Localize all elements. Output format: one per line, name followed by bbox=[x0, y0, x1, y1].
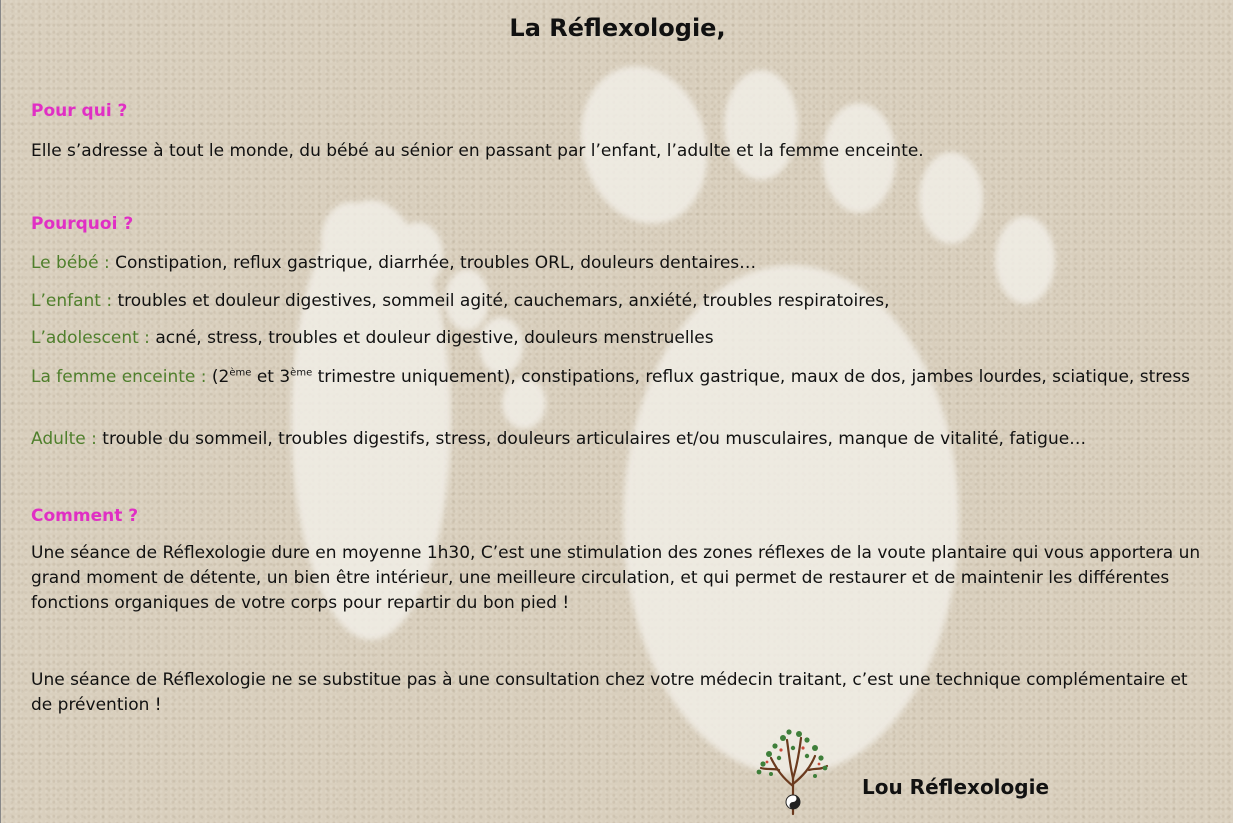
section-heading-comment: Comment ? bbox=[31, 506, 139, 526]
item-adolescent-label: L’adolescent : bbox=[31, 328, 150, 348]
item-enfant-label: L’enfant : bbox=[31, 291, 113, 311]
item-adolescent-text: acné, stress, troubles et douleur digestive, douleurs menstruelles bbox=[155, 328, 714, 348]
item-femme-enceinte-sup-2: ème bbox=[290, 367, 313, 379]
item-bebe-text: Constipation, reflux gastrique, diarrhée, troubles ORL, douleurs dentaires… bbox=[115, 253, 757, 273]
section-heading-pour-qui: Pour qui ? bbox=[31, 101, 128, 121]
item-adulte-text: trouble du sommeil, troubles digestifs, stress, douleurs articulaires et/ou musculaires, manque de vitalité, fatigue… bbox=[102, 429, 1087, 449]
item-femme-enceinte bbox=[31, 365, 1211, 390]
section-heading-pourquoi: Pourquoi ? bbox=[31, 214, 134, 234]
pour-qui-text: Elle s’adresse à tout le monde, du bébé au sénior en passant par l’enfant, l’adulte et la femme enceinte. bbox=[31, 141, 924, 161]
tree-yin-yang-icon bbox=[753, 726, 833, 818]
item-femme-enceinte-label: La femme enceinte : bbox=[31, 367, 207, 387]
item-enfant-text: troubles et douleur digestives, sommeil agité, cauchemars, anxiété, troubles respiratoires, bbox=[117, 291, 890, 311]
document-body bbox=[1, 0, 1233, 823]
signature: Lou Réflexologie bbox=[862, 775, 1050, 799]
item-femme-enceinte-text-3: trimestre uniquement), constipations, reflux gastrique, maux de dos, jambes lourdes, sciatique, stress bbox=[312, 367, 1191, 387]
comment-paragraph-1: Une séance de Réflexologie dure en moyenne 1h30, C’est une stimulation des zones réflexes de la voute plantaire qui vous apportera un grand moment de détente, un bien être intérieur, une meilleure circulation, et qui permet de restaurer et de maintenir les différentes fonctions organiques de votre corps pour repartir du bon pied ! bbox=[31, 543, 1201, 613]
item-femme-enceinte-sup-1: ème bbox=[229, 367, 252, 379]
item-femme-enceinte-text-1: (2 bbox=[211, 367, 230, 387]
item-adulte bbox=[31, 427, 1086, 452]
item-adulte-label: Adulte : bbox=[31, 429, 97, 449]
item-femme-enceinte-text-2: et 3 bbox=[251, 367, 291, 387]
item-enfant bbox=[31, 289, 890, 314]
page-title: La Réflexologie, bbox=[509, 14, 726, 42]
item-bebe bbox=[31, 251, 756, 276]
item-adolescent bbox=[31, 326, 714, 351]
comment-paragraph-2: Une séance de Réflexologie ne se substitue pas à une consultation chez votre médecin traitant, c’est une technique complémentaire et de prévention ! bbox=[31, 670, 1188, 715]
item-bebe-label: Le bébé : bbox=[31, 253, 110, 273]
